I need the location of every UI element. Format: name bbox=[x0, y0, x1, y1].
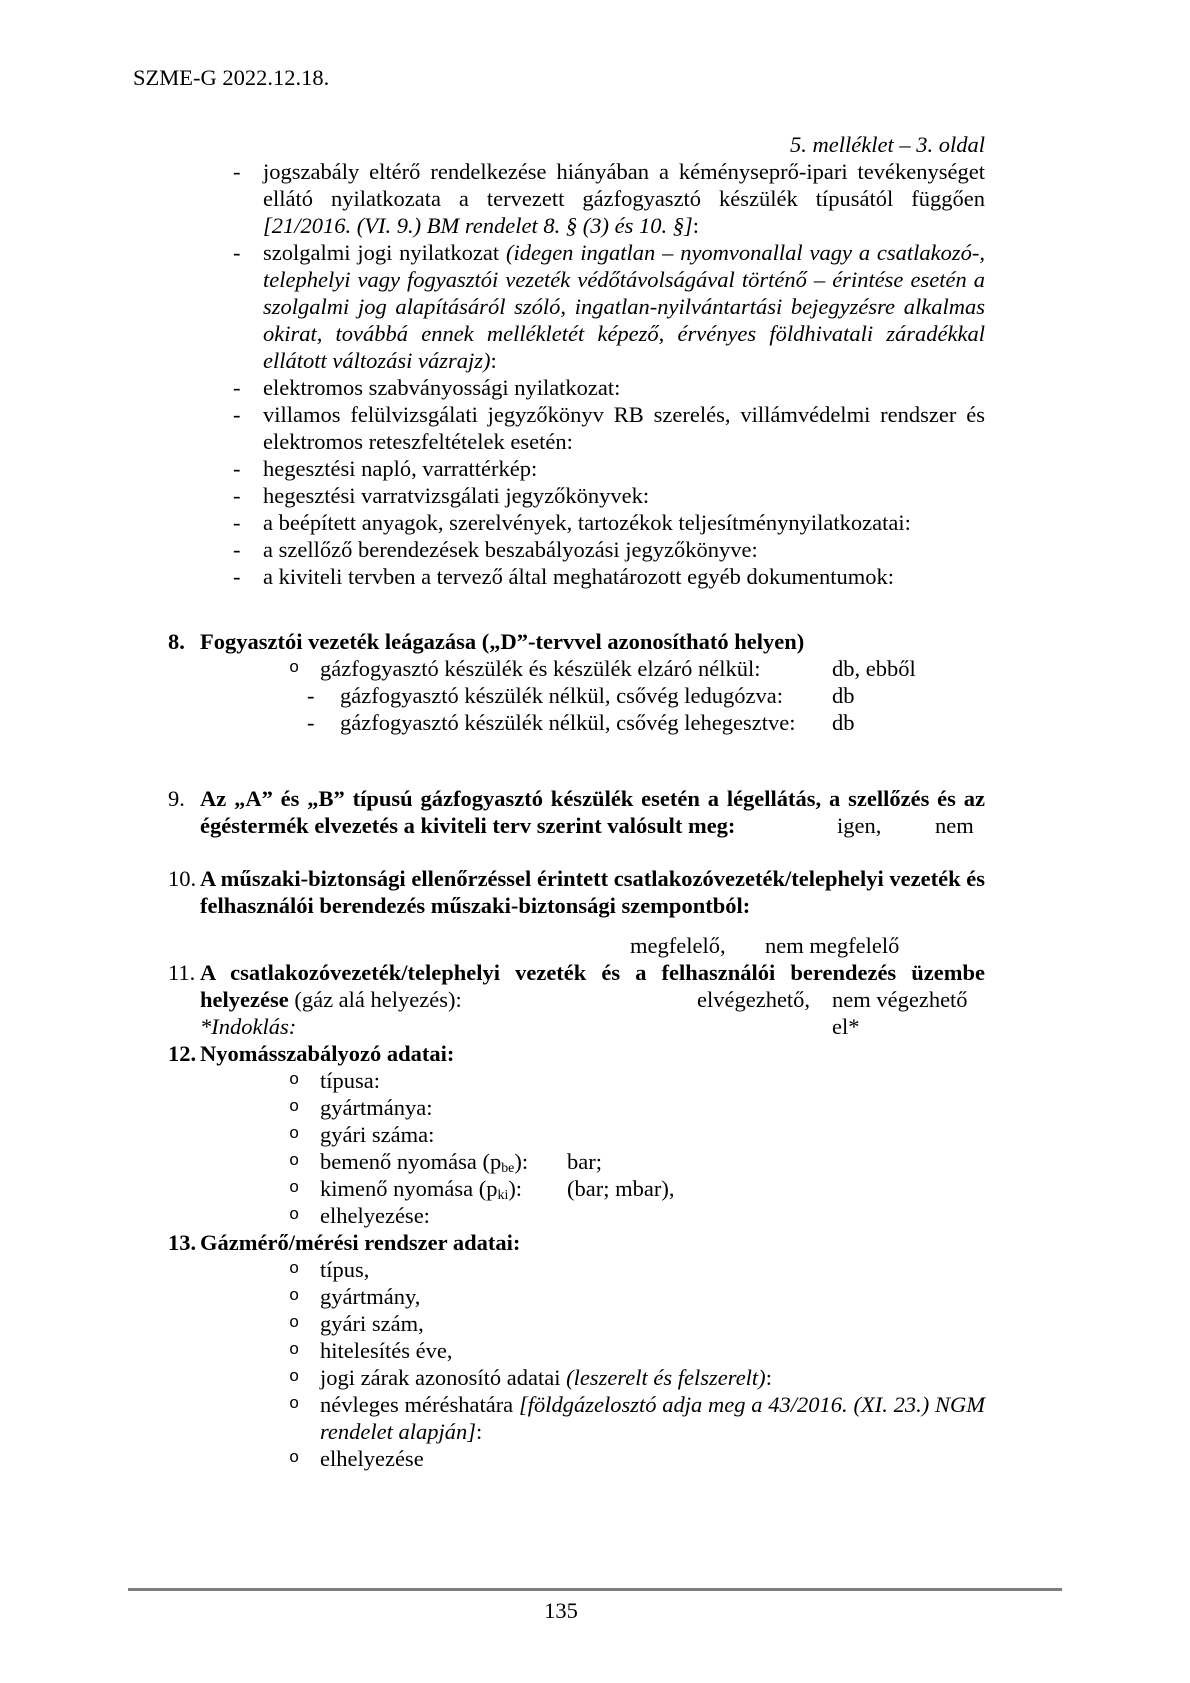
attachment-list-item bbox=[133, 401, 985, 455]
section-8-sublist bbox=[200, 655, 985, 736]
section-10 bbox=[133, 865, 985, 919]
section-13-sublist bbox=[200, 1256, 985, 1472]
dash-bullet: - bbox=[233, 240, 241, 265]
dash-bullet: - bbox=[233, 537, 241, 562]
sub-item-label: gyári száma: bbox=[320, 1122, 435, 1147]
section-11-number: 11. bbox=[168, 960, 196, 985]
sub-item-label: elhelyezése bbox=[320, 1446, 424, 1471]
sub-item-label: gyári szám, bbox=[320, 1311, 424, 1336]
sub-item bbox=[200, 655, 985, 682]
section-10-answers bbox=[133, 932, 985, 959]
sub-item bbox=[200, 1256, 985, 1283]
sub-item-value: bar; bbox=[567, 1149, 602, 1174]
section-11-answer-cannot: nem végezhető el* bbox=[832, 987, 968, 1039]
sub-item-label: gázfogyasztó készülék nélkül, csővég ledugózva: bbox=[340, 683, 783, 708]
attachment-list-text: a kiviteli tervben a tervező által meghatározott egyéb dokumentumok: bbox=[263, 564, 895, 589]
section-9-line2 bbox=[200, 812, 985, 839]
section-9-answer-yes: igen, bbox=[837, 813, 882, 838]
attachment-list-item bbox=[133, 509, 985, 536]
section-13 bbox=[133, 1229, 985, 1472]
sub-item bbox=[200, 1094, 985, 1121]
circle-bullet: o bbox=[289, 1368, 300, 1387]
dash-bullet: - bbox=[307, 683, 315, 708]
page-number: 135 bbox=[544, 1598, 578, 1623]
circle-bullet: o bbox=[289, 1206, 300, 1225]
section-10-line2: felhasználói berendezés műszaki-biztonsági szempontból: bbox=[200, 893, 751, 918]
sub-item-label: típusa: bbox=[320, 1068, 380, 1093]
attachment-list-item bbox=[133, 482, 985, 509]
section-12-sublist bbox=[200, 1067, 985, 1229]
attachment-dash-list bbox=[133, 158, 985, 590]
sub-item-label: névleges méréshatára [földgázelosztó adja meg a 43/2016. (XI. 23.) NGM rendelet alapján]: bbox=[320, 1392, 985, 1444]
section-8-number: 8. bbox=[168, 629, 185, 654]
section-10-answer-ok: megfelelő, bbox=[630, 933, 726, 958]
sub-item bbox=[200, 1445, 985, 1472]
section-10-number: 10. bbox=[168, 866, 197, 891]
sub-item-label: gyártmány, bbox=[320, 1284, 421, 1309]
sub-item-label: bemenő nyomása (pbe): bbox=[320, 1149, 529, 1177]
circle-bullet: o bbox=[289, 659, 300, 678]
dash-bullet: - bbox=[233, 510, 241, 535]
sub-item bbox=[200, 1364, 985, 1391]
sub-item-value: db bbox=[832, 710, 855, 735]
attachment-list-item bbox=[133, 374, 985, 401]
section-12-title: Nyomásszabályozó adatai: bbox=[200, 1041, 455, 1066]
circle-bullet: o bbox=[289, 1179, 300, 1198]
attachment-list-text: jogszabály eltérő rendelkezése hiányában a kéményseprő-ipari tevékenységet ellátó nyilatkozata a tervezett gázfogyasztó készülék típusától függően [21/2016. (VI. 9.) BM rendelet 8. § (3) és 10. §]: bbox=[263, 159, 985, 238]
sub-item-label: elhelyezése: bbox=[320, 1203, 430, 1228]
circle-bullet: o bbox=[289, 1287, 300, 1306]
sub-item bbox=[200, 1310, 985, 1337]
section-10-answer-not-ok: nem megfelelő bbox=[765, 933, 900, 958]
sub-item-label: kimenő nyomása (pki): bbox=[320, 1176, 523, 1204]
circle-bullet: o bbox=[289, 1449, 300, 1468]
section-11-line1: A csatlakozóvezeték/telephelyi vezeték és a felhasználói berendezés üzembe bbox=[200, 960, 985, 985]
circle-bullet: o bbox=[289, 1341, 300, 1360]
section-13-number: 13. bbox=[168, 1230, 197, 1255]
section-9-answer-no: nem bbox=[935, 813, 974, 838]
attachment-list-text: a beépített anyagok, szerelvények, tartozékok teljesítménynyilatkozatai: bbox=[263, 510, 911, 535]
section-10-line1: A műszaki-biztonsági ellenőrzéssel érintett csatlakozóvezeték/telephelyi vezeték és bbox=[200, 866, 985, 891]
attachment-list-text: a szellőző berendezések beszabályozási jegyzőkönyve: bbox=[263, 537, 758, 562]
section-11-answer-can: elvégezhető, bbox=[697, 987, 811, 1012]
attachment-list-item bbox=[133, 536, 985, 563]
sub-item bbox=[200, 1067, 985, 1094]
section-9-question: égéstermék elvezetés a kiviteli terv szerint valósult meg: bbox=[200, 813, 736, 838]
sub-item-label: gázfogyasztó készülék és készülék elzáró nélkül: bbox=[320, 656, 761, 681]
sub-item-value: db, ebből bbox=[832, 656, 916, 681]
dash-bullet: - bbox=[233, 402, 241, 427]
dash-bullet: - bbox=[233, 456, 241, 481]
attachment-list-text: hegesztési napló, varrattérkép: bbox=[263, 456, 538, 481]
sub-item bbox=[200, 1202, 985, 1229]
circle-bullet: o bbox=[289, 1260, 300, 1279]
sub-item bbox=[200, 682, 985, 709]
sub-item-value: (bar; mbar), bbox=[567, 1176, 675, 1201]
attachment-list-text: szolgalmi jogi nyilatkozat (idegen ingatlan – nyomvonallal vagy a csatlakozó-, telephelyi vagy fogyasztói vezeték védőtávolságával történő – érintése esetén a szolgalmi jog alapításáról szóló, ingatlan-nyilvántartási bejegyzésre alkalmas okirat, továbbá ennek mellékletét képező, érvényes földhivatali záradékkal ellátott változási vázrajz): bbox=[263, 240, 986, 373]
sub-item-label: jogi zárak azonosító adatai (leszerelt és felszerelt): bbox=[320, 1365, 772, 1390]
sub-item bbox=[200, 1175, 985, 1202]
attachment-list-text: villamos felülvizsgálati jegyzőkönyv RB szerelés, villámvédelmi rendszer és elektromos reteszfeltételek esetén: bbox=[263, 402, 985, 454]
annex-page-label: 5. melléklet – 3. oldal bbox=[790, 132, 985, 157]
dash-bullet: - bbox=[307, 710, 315, 735]
dash-bullet: - bbox=[233, 159, 241, 184]
attachment-list-item bbox=[133, 455, 985, 482]
section-12 bbox=[133, 1040, 985, 1229]
section-8 bbox=[133, 628, 985, 736]
attachment-list-item bbox=[133, 563, 985, 590]
sub-item bbox=[200, 1391, 985, 1445]
attachment-list-text: hegesztési varratvizsgálati jegyzőkönyvek: bbox=[263, 483, 650, 508]
sub-item-label: hitelesítés éve, bbox=[320, 1338, 453, 1363]
sub-item bbox=[200, 1337, 985, 1364]
circle-bullet: o bbox=[289, 1314, 300, 1333]
section-8-title: Fogyasztói vezeték leágazása („D”-tervvel azonosítható helyen) bbox=[200, 629, 805, 654]
sub-item-value: db bbox=[832, 683, 855, 708]
sub-item bbox=[200, 1283, 985, 1310]
section-9-line1: Az „A” és „B” típusú gázfogyasztó készülék esetén a légellátás, a szellőzés és az bbox=[200, 786, 985, 811]
sub-item-label: gázfogyasztó készülék nélkül, csővég lehegesztve: bbox=[340, 710, 796, 735]
document-header: SZME-G 2022.12.18. bbox=[133, 65, 330, 90]
dash-bullet: - bbox=[233, 375, 241, 400]
section-9-number: 9. bbox=[168, 786, 185, 811]
attachment-list-text: elektromos szabványossági nyilatkozat: bbox=[263, 375, 621, 400]
sub-item-label: típus, bbox=[320, 1257, 370, 1282]
sub-item bbox=[200, 1121, 985, 1148]
section-12-number: 12. bbox=[168, 1041, 197, 1066]
circle-bullet: o bbox=[289, 1098, 300, 1117]
section-9 bbox=[133, 785, 985, 839]
document-body bbox=[133, 131, 985, 1472]
circle-bullet: o bbox=[289, 1152, 300, 1171]
dash-bullet: - bbox=[233, 483, 241, 508]
footer-rule bbox=[128, 1588, 1062, 1591]
sub-item bbox=[200, 709, 985, 736]
section-11 bbox=[133, 959, 985, 1040]
circle-bullet: o bbox=[289, 1125, 300, 1144]
sub-item bbox=[200, 1148, 985, 1175]
attachment-list-item bbox=[133, 158, 985, 239]
dash-bullet: - bbox=[233, 564, 241, 589]
attachment-list-item bbox=[133, 239, 985, 374]
circle-bullet: o bbox=[289, 1071, 300, 1090]
section-13-title: Gázmérő/mérési rendszer adatai: bbox=[200, 1230, 521, 1255]
circle-bullet: o bbox=[289, 1395, 300, 1414]
section-11-label: helyezése (gáz alá helyezés): bbox=[200, 987, 462, 1012]
section-11-justification-note: *Indoklás: bbox=[200, 1014, 297, 1039]
sub-item-label: gyártmánya: bbox=[320, 1095, 433, 1120]
